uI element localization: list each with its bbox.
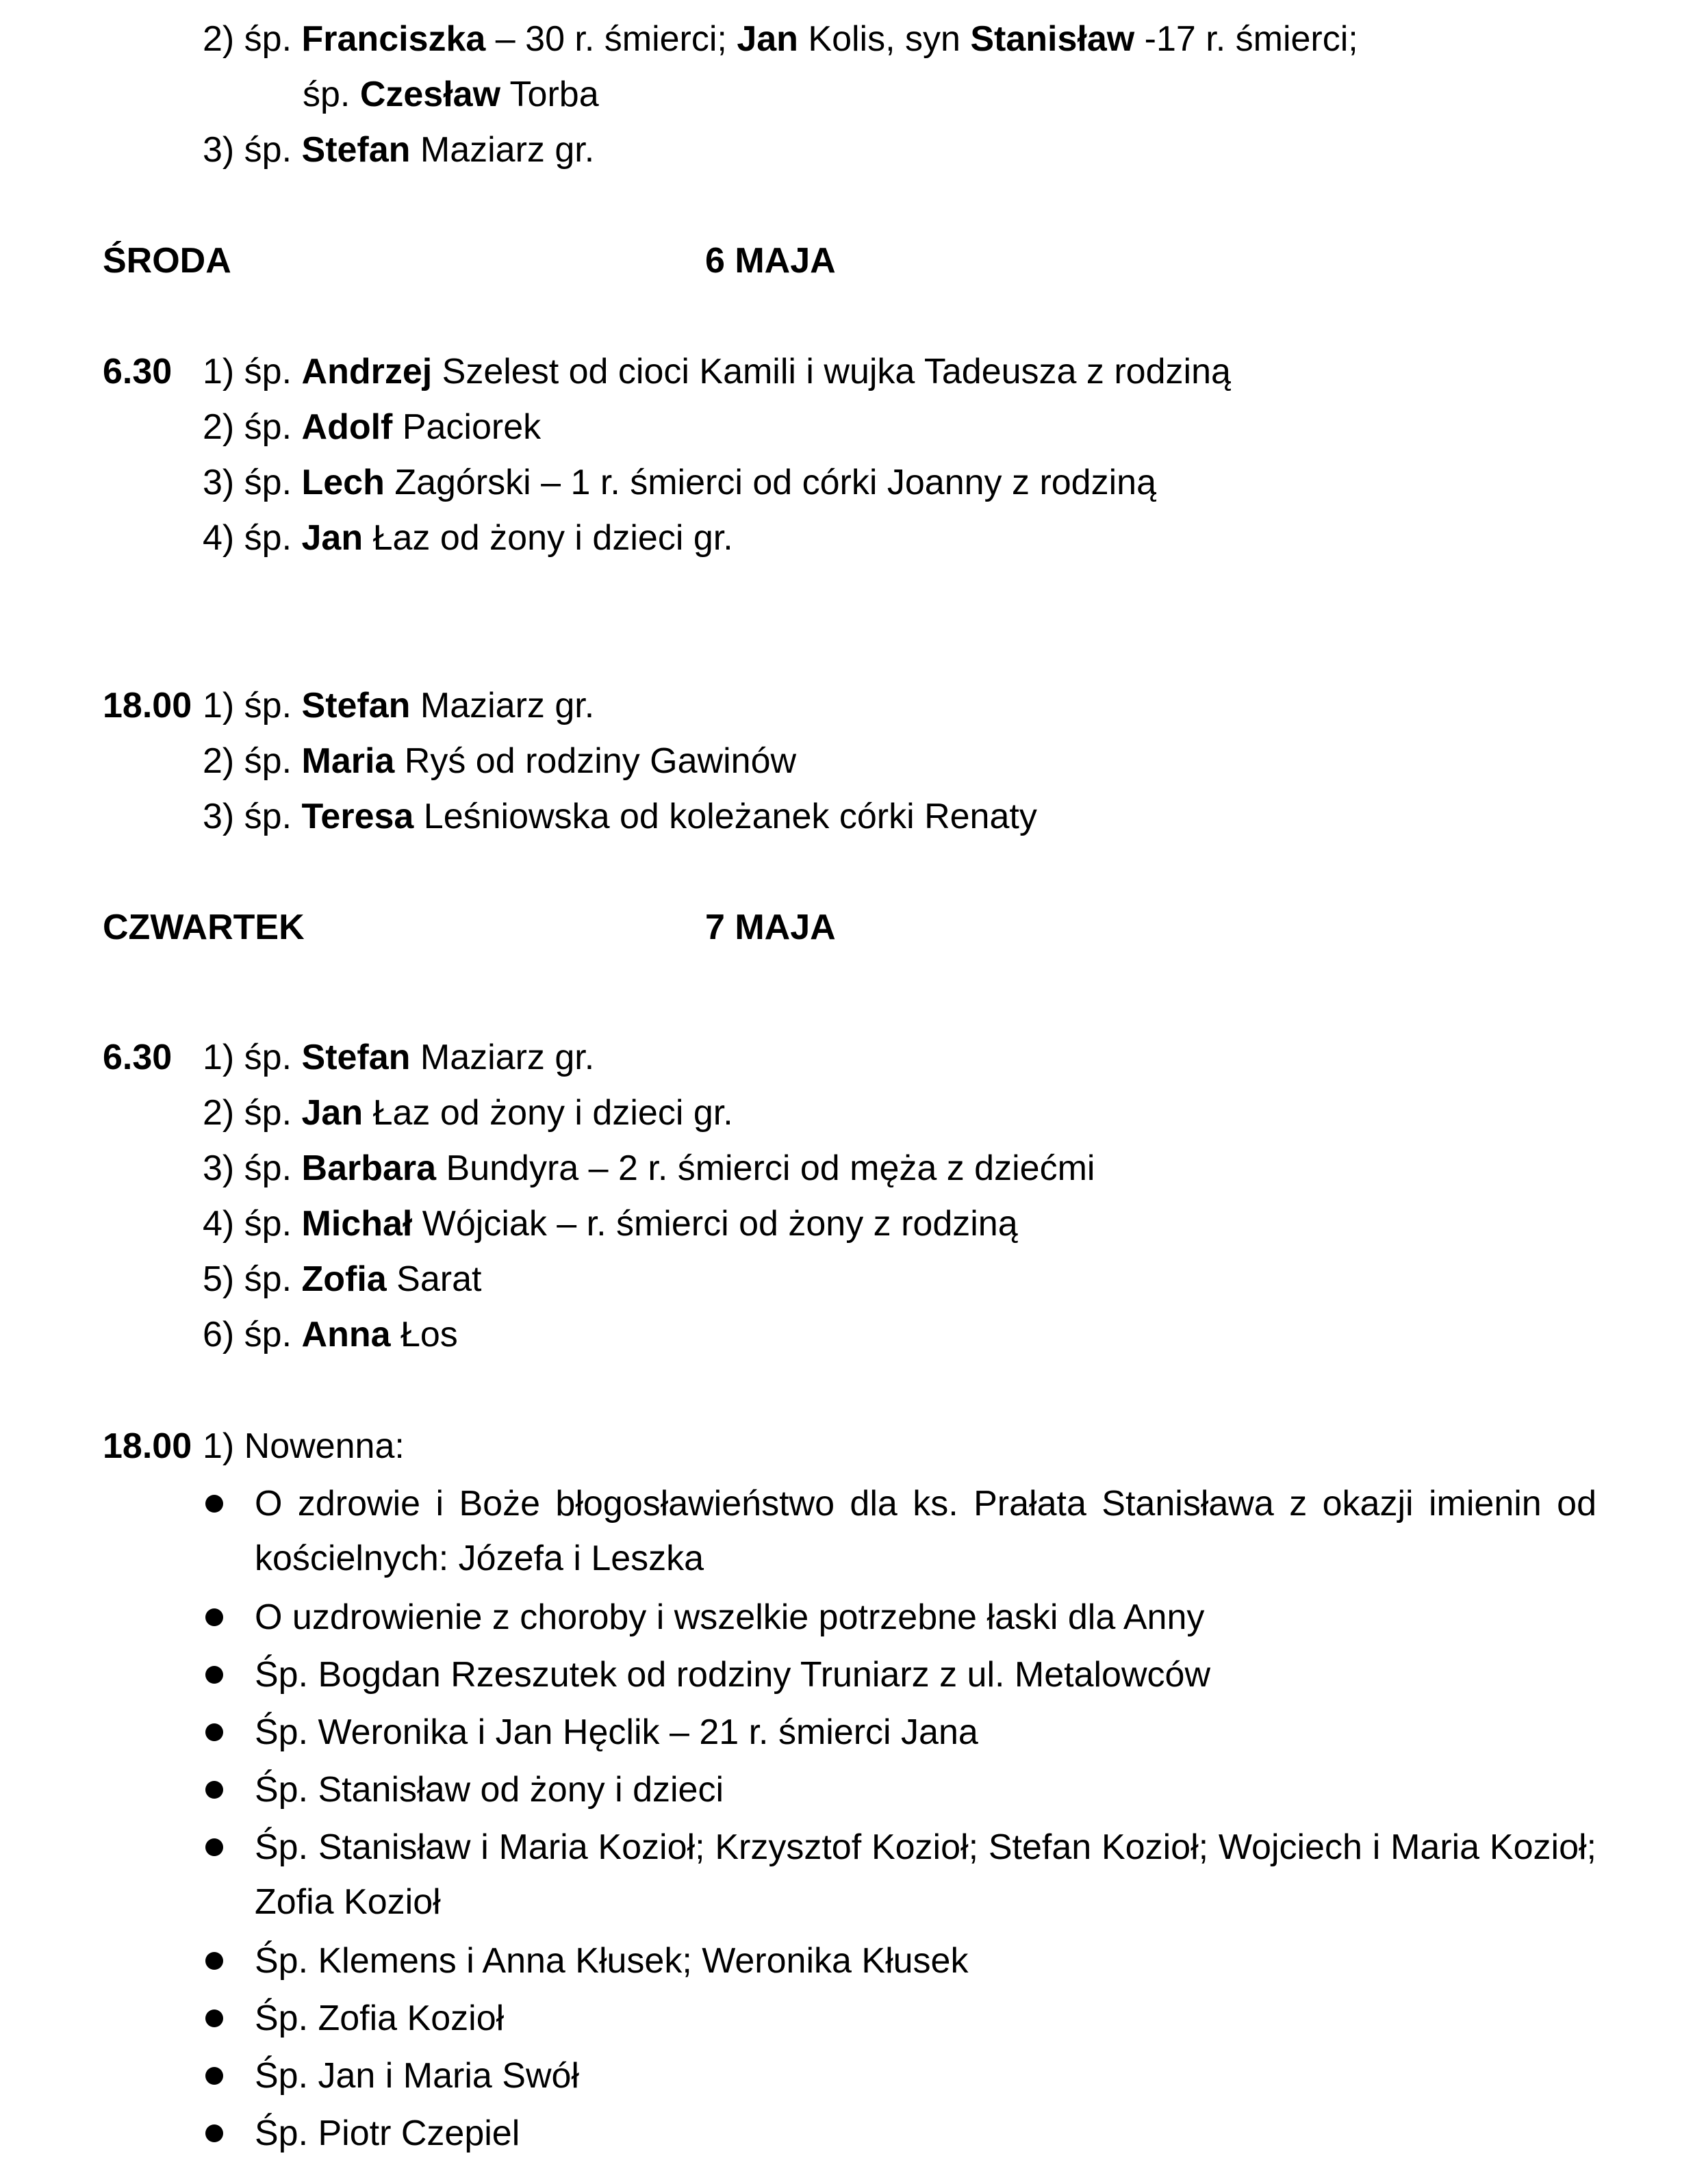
entry-name-bold: Anna <box>301 1315 391 1354</box>
bullet-dot <box>205 1952 223 1970</box>
entry-name-bold: Jan <box>301 1093 364 1133</box>
bullet-dot <box>205 1781 223 1799</box>
novena-intention: Śp. Jan i Maria Swół <box>255 2056 579 2096</box>
entry-text: Bundyra – 2 r. śmierci od męża z dziećmi <box>436 1148 1095 1188</box>
intention-entry <box>203 407 541 448</box>
entry-text: Łos <box>390 1315 458 1354</box>
entry-text: Maziarz gr. <box>410 130 595 170</box>
entry-name-bold: Zofia <box>301 1259 387 1299</box>
entry-number: 3) śp. <box>203 130 292 170</box>
day-heading: CZWARTEK <box>103 908 305 947</box>
entry-text: Maziarz gr. <box>410 686 595 725</box>
entry-text: Łaz od żony i dzieci gr. <box>363 1093 733 1133</box>
entry-number: śp. <box>303 75 351 114</box>
intention-entry <box>203 796 1037 837</box>
entry-name-bold: Jan <box>301 518 364 558</box>
entry-number: 2) śp. <box>203 741 292 781</box>
mass-time: 18.00 <box>103 1426 192 1466</box>
entry-text: -17 r. śmierci; <box>1134 19 1358 59</box>
entry-name-bold: Maria <box>301 741 395 781</box>
entry-name-bold: Stanisław <box>970 19 1135 59</box>
entry-text: Szelest od cioci Kamili i wujka Tadeusza z rodziną <box>432 352 1231 391</box>
intention-entry <box>203 1203 1018 1244</box>
entry-name-bold: Stefan <box>301 130 411 170</box>
entry-name-bold: Jan <box>737 19 798 59</box>
novena-intention: Śp. Piotr Czepiel <box>255 2114 520 2153</box>
day-heading: ŚRODA <box>103 241 231 281</box>
novena-intro: 1) Nowenna: <box>203 1426 405 1466</box>
entry-number: 3) śp. <box>203 797 292 836</box>
entry-name-bold: Adolf <box>301 407 393 447</box>
intention-entry <box>203 517 733 558</box>
entry-text: Łaz od żony i dzieci gr. <box>363 518 733 558</box>
mass-time: 6.30 <box>103 1038 173 1077</box>
entry-name-bold: Teresa <box>301 797 414 836</box>
novena-intention: Śp. Stanisław od żony i dzieci <box>255 1770 724 1810</box>
entry-number: 6) śp. <box>203 1315 292 1354</box>
entry-number: 1) śp. <box>203 352 292 391</box>
top-entry <box>203 18 1358 60</box>
entry-name-bold: Franciszka <box>301 19 486 59</box>
novena-intention: O zdrowie i Boże błogosławieństwo dla ks. Prałata Stanisława z okazji imienin od kościelnych: Józefa i Leszka <box>255 1484 1596 1578</box>
entry-name-bold: Andrzej <box>301 352 433 391</box>
intention-entry <box>203 741 796 782</box>
entry-number: 3) śp. <box>203 463 302 502</box>
novena-intention: Śp. Weronika i Jan Hęclik – 21 r. śmierci Jana <box>255 1712 978 1752</box>
entry-name-bold: Stefan <box>301 686 411 725</box>
date-heading: 6 MAJA <box>705 241 836 281</box>
intention-entry <box>203 462 1156 503</box>
intention-entry <box>203 1314 458 1355</box>
entry-number: 1) śp. <box>203 1038 292 1077</box>
intention-entry <box>203 351 1231 392</box>
entry-text: Sarat <box>386 1259 482 1299</box>
mass-time: 6.30 <box>103 352 173 391</box>
date-heading: 7 MAJA <box>705 908 836 947</box>
intention-entry <box>203 1092 733 1133</box>
top-entry <box>303 74 599 115</box>
intention-entry <box>203 1148 1095 1189</box>
entry-number: 5) śp. <box>203 1259 292 1299</box>
novena-intention: Śp. Zofia Kozioł <box>255 1999 505 2038</box>
entry-number: 1) śp. <box>203 686 292 725</box>
bullet-dot <box>205 1495 223 1513</box>
entry-text: Ryś od rodziny Gawinów <box>394 741 797 781</box>
entry-text: Maziarz gr. <box>410 1038 595 1077</box>
entry-number: 2) śp. <box>203 407 292 447</box>
novena-intention: Śp. Stanisław i Maria Kozioł; Krzysztof Kozioł; Stefan Kozioł; Wojciech i Maria Kozioł; Zofia Kozioł <box>255 1827 1596 1922</box>
entry-number: 4) śp. <box>203 518 292 558</box>
mass-time: 18.00 <box>103 686 192 725</box>
entry-text: Leśniowska od koleżanek córki Renaty <box>413 797 1037 836</box>
entry-number: 2) śp. <box>203 1093 292 1133</box>
novena-intention: Śp. Bogdan Rzeszutek od rodziny Truniarz z ul. Metalowców <box>255 1655 1211 1695</box>
novena-intention: Śp. Klemens i Anna Kłusek; Weronika Kłusek <box>255 1941 969 1981</box>
bullet-dot <box>205 1666 223 1684</box>
intention-entry <box>203 685 594 726</box>
entry-text: – 30 r. śmierci; <box>485 19 737 59</box>
entry-text: Kolis, syn <box>798 19 971 59</box>
entry-number: 2) śp. <box>203 19 292 59</box>
entry-name-bold: Barbara <box>301 1148 437 1188</box>
entry-text: Zagórski – 1 r. śmierci od córki Joanny z rodziną <box>384 463 1156 502</box>
entry-text: Torba <box>500 75 599 114</box>
bullet-dot <box>205 2124 223 2142</box>
top-entry <box>203 129 594 170</box>
entry-text: Wójciak – r. śmierci od żony z rodziną <box>412 1204 1018 1244</box>
entry-number: 4) śp. <box>203 1204 292 1244</box>
bullet-dot <box>205 2009 223 2027</box>
bullet-dot <box>205 1723 223 1741</box>
intention-entry <box>203 1259 481 1300</box>
novena-intention: O uzdrowienie z choroby i wszelkie potrzebne łaski dla Anny <box>255 1597 1205 1637</box>
entry-text: Paciorek <box>392 407 542 447</box>
entry-number: 3) śp. <box>203 1148 292 1188</box>
entry-name-bold: Czesław <box>359 75 501 114</box>
entry-name-bold: Stefan <box>301 1038 411 1077</box>
intention-entry <box>203 1037 594 1078</box>
entry-name-bold: Lech <box>301 463 385 502</box>
bullet-dot <box>205 1838 223 1856</box>
bullet-dot <box>205 1608 223 1626</box>
entry-name-bold: Michał <box>301 1204 413 1244</box>
bullet-dot <box>205 2067 223 2085</box>
